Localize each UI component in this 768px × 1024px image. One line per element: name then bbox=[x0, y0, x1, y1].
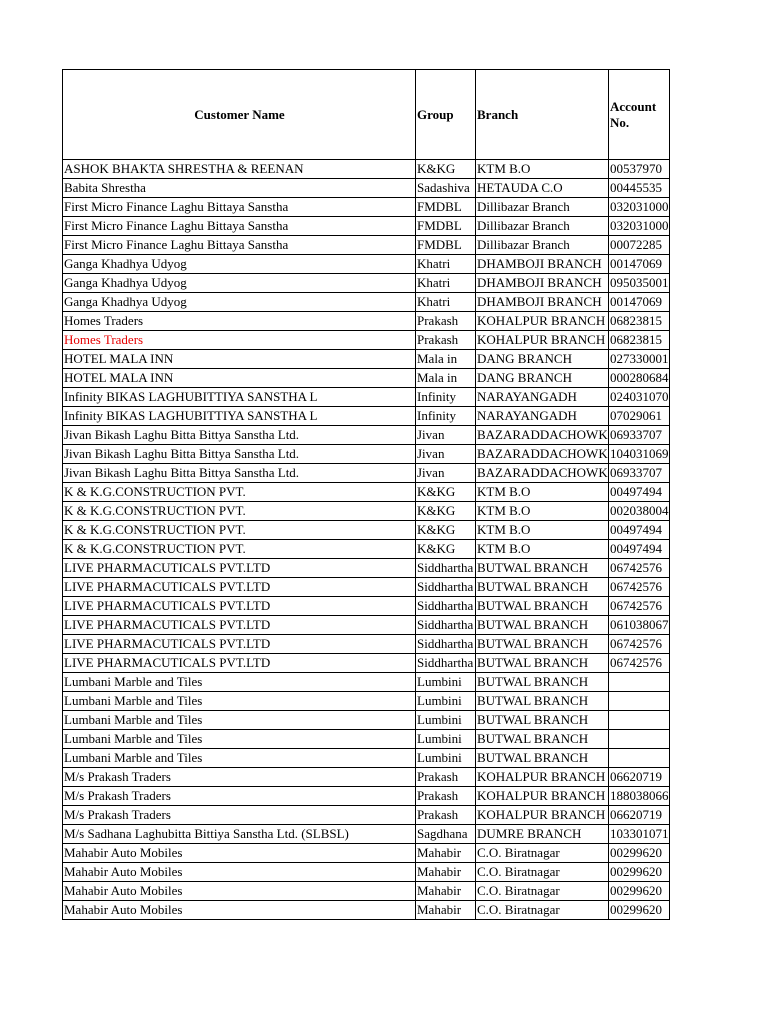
cell-customer-name: ASHOK BHAKTA SHRESTHA & REENAN bbox=[63, 160, 416, 179]
cell-group: Mahabir bbox=[416, 863, 476, 882]
cell-branch: NARAYANGADH bbox=[476, 388, 609, 407]
cell-branch: DHAMBOJI BRANCH bbox=[476, 255, 609, 274]
cell-account-no: 027330001 bbox=[609, 350, 670, 369]
table-row bbox=[63, 198, 670, 217]
cell-branch: KOHALPUR BRANCH bbox=[476, 806, 609, 825]
cell-branch: Dillibazar Branch bbox=[476, 198, 609, 217]
table-row bbox=[63, 369, 670, 388]
cell-branch: HETAUDA C.O bbox=[476, 179, 609, 198]
cell-group: Siddhartha bbox=[416, 616, 476, 635]
cell-account-no: 032031000 bbox=[609, 217, 670, 236]
cell-account-no: 06742576 bbox=[609, 635, 670, 654]
cell-group: Prakash bbox=[416, 806, 476, 825]
cell-branch: Dillibazar Branch bbox=[476, 217, 609, 236]
cell-group: Siddhartha bbox=[416, 559, 476, 578]
cell-customer-name: Ganga Khadhya Udyog bbox=[63, 274, 416, 293]
cell-account-no: 00299620 bbox=[609, 901, 670, 920]
table-row bbox=[63, 179, 670, 198]
cell-customer-name: LIVE PHARMACUTICALS PVT.LTD bbox=[63, 616, 416, 635]
cell-group: Sagdhana bbox=[416, 825, 476, 844]
table-row bbox=[63, 255, 670, 274]
cell-account-no: 06742576 bbox=[609, 578, 670, 597]
cell-account-no: 00497494 bbox=[609, 483, 670, 502]
table-row bbox=[63, 635, 670, 654]
cell-branch: BUTWAL BRANCH bbox=[476, 635, 609, 654]
cell-group: K&KG bbox=[416, 483, 476, 502]
table-row bbox=[63, 768, 670, 787]
cell-branch: C.O. Biratnagar bbox=[476, 882, 609, 901]
cell-customer-name: HOTEL MALA INN bbox=[63, 350, 416, 369]
header-customer-name: Customer Name bbox=[63, 70, 416, 160]
cell-group: Jivan bbox=[416, 445, 476, 464]
cell-branch: BUTWAL BRANCH bbox=[476, 749, 609, 768]
cell-group: Lumbini bbox=[416, 749, 476, 768]
table-row bbox=[63, 502, 670, 521]
table-row bbox=[63, 597, 670, 616]
table-row bbox=[63, 692, 670, 711]
cell-account-no: 104031069 bbox=[609, 445, 670, 464]
cell-customer-name: K & K.G.CONSTRUCTION PVT. bbox=[63, 502, 416, 521]
table-row bbox=[63, 388, 670, 407]
cell-group: Khatri bbox=[416, 274, 476, 293]
cell-customer-name: Ganga Khadhya Udyog bbox=[63, 255, 416, 274]
cell-account-no: 00445535 bbox=[609, 179, 670, 198]
cell-customer-name: Lumbani Marble and Tiles bbox=[63, 730, 416, 749]
cell-customer-name: Ganga Khadhya Udyog bbox=[63, 293, 416, 312]
cell-account-no: 002038004 bbox=[609, 502, 670, 521]
cell-branch: BUTWAL BRANCH bbox=[476, 578, 609, 597]
table-row bbox=[63, 673, 670, 692]
cell-group: Khatri bbox=[416, 255, 476, 274]
cell-branch: KTM B.O bbox=[476, 160, 609, 179]
cell-account-no: 06742576 bbox=[609, 559, 670, 578]
cell-branch: BUTWAL BRANCH bbox=[476, 730, 609, 749]
table-row bbox=[63, 806, 670, 825]
cell-group: Prakash bbox=[416, 787, 476, 806]
cell-account-no: 07029061 bbox=[609, 407, 670, 426]
cell-branch: KTM B.O bbox=[476, 502, 609, 521]
cell-account-no: 000280684 bbox=[609, 369, 670, 388]
cell-customer-name: Mahabir Auto Mobiles bbox=[63, 863, 416, 882]
cell-customer-name: Jivan Bikash Laghu Bitta Bittya Sanstha Ltd. bbox=[63, 426, 416, 445]
cell-group: Infinity bbox=[416, 388, 476, 407]
cell-group: FMDBL bbox=[416, 236, 476, 255]
cell-customer-name: K & K.G.CONSTRUCTION PVT. bbox=[63, 540, 416, 559]
table-row bbox=[63, 160, 670, 179]
cell-branch: KOHALPUR BRANCH bbox=[476, 768, 609, 787]
cell-group: K&KG bbox=[416, 521, 476, 540]
table-body bbox=[63, 160, 670, 920]
cell-account-no: 06620719 bbox=[609, 806, 670, 825]
cell-customer-name: LIVE PHARMACUTICALS PVT.LTD bbox=[63, 654, 416, 673]
cell-group: Mala in bbox=[416, 350, 476, 369]
cell-account-no: 00497494 bbox=[609, 521, 670, 540]
cell-group: Sadashiva bbox=[416, 179, 476, 198]
cell-branch: BAZARADDACHOWK bbox=[476, 464, 609, 483]
cell-group: Siddhartha bbox=[416, 635, 476, 654]
table-row bbox=[63, 350, 670, 369]
cell-account-no: 00072285 bbox=[609, 236, 670, 255]
cell-customer-name: First Micro Finance Laghu Bittaya Sanstha bbox=[63, 198, 416, 217]
cell-account-no: 032031000 bbox=[609, 198, 670, 217]
cell-account-no: 00299620 bbox=[609, 863, 670, 882]
table-row bbox=[63, 749, 670, 768]
cell-customer-name: LIVE PHARMACUTICALS PVT.LTD bbox=[63, 559, 416, 578]
cell-customer-name: Infinity BIKAS LAGHUBITTIYA SANSTHA L bbox=[63, 388, 416, 407]
cell-branch: BUTWAL BRANCH bbox=[476, 616, 609, 635]
cell-group: Mahabir bbox=[416, 844, 476, 863]
cell-group: Siddhartha bbox=[416, 578, 476, 597]
cell-account-no: 06933707 bbox=[609, 464, 670, 483]
cell-branch: KTM B.O bbox=[476, 540, 609, 559]
cell-customer-name: Lumbani Marble and Tiles bbox=[63, 673, 416, 692]
cell-group: K&KG bbox=[416, 502, 476, 521]
cell-account-no: 095035001 bbox=[609, 274, 670, 293]
customer-table bbox=[62, 69, 670, 920]
table-row bbox=[63, 654, 670, 673]
cell-branch: BUTWAL BRANCH bbox=[476, 559, 609, 578]
cell-customer-name: Mahabir Auto Mobiles bbox=[63, 844, 416, 863]
cell-customer-name: HOTEL MALA INN bbox=[63, 369, 416, 388]
cell-customer-name: First Micro Finance Laghu Bittaya Sanstha bbox=[63, 217, 416, 236]
cell-group: K&KG bbox=[416, 160, 476, 179]
cell-branch: DUMRE BRANCH bbox=[476, 825, 609, 844]
table-row bbox=[63, 331, 670, 350]
cell-account-no: 00299620 bbox=[609, 844, 670, 863]
cell-group: Lumbini bbox=[416, 673, 476, 692]
table-row bbox=[63, 616, 670, 635]
header-row bbox=[63, 70, 670, 160]
cell-group: Lumbini bbox=[416, 711, 476, 730]
cell-customer-name: Lumbani Marble and Tiles bbox=[63, 749, 416, 768]
cell-group: Siddhartha bbox=[416, 654, 476, 673]
cell-group: FMDBL bbox=[416, 198, 476, 217]
cell-customer-name: Babita Shrestha bbox=[63, 179, 416, 198]
table-row bbox=[63, 901, 670, 920]
cell-customer-name: Mahabir Auto Mobiles bbox=[63, 901, 416, 920]
cell-account-no: 06823815 bbox=[609, 331, 670, 350]
cell-branch: C.O. Biratnagar bbox=[476, 844, 609, 863]
table-row bbox=[63, 578, 670, 597]
cell-branch: DHAMBOJI BRANCH bbox=[476, 293, 609, 312]
cell-customer-name: First Micro Finance Laghu Bittaya Sanstha bbox=[63, 236, 416, 255]
cell-branch: NARAYANGADH bbox=[476, 407, 609, 426]
cell-customer-name: Infinity BIKAS LAGHUBITTIYA SANSTHA L bbox=[63, 407, 416, 426]
cell-group: Infinity bbox=[416, 407, 476, 426]
cell-account-no: 103301071 bbox=[609, 825, 670, 844]
cell-account-no: 06742576 bbox=[609, 597, 670, 616]
cell-branch: BUTWAL BRANCH bbox=[476, 692, 609, 711]
cell-branch: KTM B.O bbox=[476, 483, 609, 502]
cell-group: FMDBL bbox=[416, 217, 476, 236]
cell-branch: C.O. Biratnagar bbox=[476, 901, 609, 920]
table-row bbox=[63, 483, 670, 502]
cell-account-no: 061038067 bbox=[609, 616, 670, 635]
cell-account-no: 00497494 bbox=[609, 540, 670, 559]
cell-customer-name: LIVE PHARMACUTICALS PVT.LTD bbox=[63, 635, 416, 654]
cell-group: Khatri bbox=[416, 293, 476, 312]
cell-branch: KOHALPUR BRANCH bbox=[476, 787, 609, 806]
cell-branch: BUTWAL BRANCH bbox=[476, 711, 609, 730]
cell-account-no bbox=[609, 673, 670, 692]
cell-branch: DANG BRANCH bbox=[476, 350, 609, 369]
cell-group: K&KG bbox=[416, 540, 476, 559]
table-row bbox=[63, 559, 670, 578]
cell-account-no: 06620719 bbox=[609, 768, 670, 787]
cell-customer-name: Mahabir Auto Mobiles bbox=[63, 882, 416, 901]
cell-branch: BAZARADDACHOWK bbox=[476, 445, 609, 464]
cell-group: Prakash bbox=[416, 331, 476, 350]
cell-customer-name: Homes Traders bbox=[63, 331, 416, 350]
cell-group: Lumbini bbox=[416, 730, 476, 749]
table-row bbox=[63, 464, 670, 483]
cell-customer-name: M/s Prakash Traders bbox=[63, 806, 416, 825]
header-account-no: Account No. bbox=[609, 70, 670, 160]
cell-branch: BUTWAL BRANCH bbox=[476, 673, 609, 692]
table-row bbox=[63, 293, 670, 312]
cell-group: Prakash bbox=[416, 312, 476, 331]
cell-customer-name: Lumbani Marble and Tiles bbox=[63, 711, 416, 730]
cell-group: Mala in bbox=[416, 369, 476, 388]
cell-group: Jivan bbox=[416, 464, 476, 483]
table-row bbox=[63, 445, 670, 464]
cell-branch: C.O. Biratnagar bbox=[476, 863, 609, 882]
table-row bbox=[63, 882, 670, 901]
cell-customer-name: M/s Prakash Traders bbox=[63, 787, 416, 806]
cell-group: Mahabir bbox=[416, 901, 476, 920]
header-branch: Branch bbox=[476, 70, 609, 160]
table-row bbox=[63, 844, 670, 863]
cell-group: Mahabir bbox=[416, 882, 476, 901]
cell-account-no bbox=[609, 749, 670, 768]
cell-account-no bbox=[609, 692, 670, 711]
cell-customer-name: K & K.G.CONSTRUCTION PVT. bbox=[63, 521, 416, 540]
cell-customer-name: LIVE PHARMACUTICALS PVT.LTD bbox=[63, 597, 416, 616]
table-row bbox=[63, 521, 670, 540]
cell-account-no bbox=[609, 711, 670, 730]
cell-branch: BUTWAL BRANCH bbox=[476, 654, 609, 673]
cell-customer-name: M/s Sadhana Laghubitta Bittiya Sanstha Ltd. (SLBSL) bbox=[63, 825, 416, 844]
table-row bbox=[63, 863, 670, 882]
table-row bbox=[63, 711, 670, 730]
cell-group: Siddhartha bbox=[416, 597, 476, 616]
cell-branch: KOHALPUR BRANCH bbox=[476, 312, 609, 331]
cell-account-no: 00537970 bbox=[609, 160, 670, 179]
cell-account-no: 06742576 bbox=[609, 654, 670, 673]
cell-customer-name: K & K.G.CONSTRUCTION PVT. bbox=[63, 483, 416, 502]
header-group: Group bbox=[416, 70, 476, 160]
table-row bbox=[63, 274, 670, 293]
cell-branch: Dillibazar Branch bbox=[476, 236, 609, 255]
table-row bbox=[63, 787, 670, 806]
cell-group: Lumbini bbox=[416, 692, 476, 711]
cell-branch: KOHALPUR BRANCH bbox=[476, 331, 609, 350]
cell-branch: DHAMBOJI BRANCH bbox=[476, 274, 609, 293]
table-row bbox=[63, 540, 670, 559]
cell-customer-name: Lumbani Marble and Tiles bbox=[63, 692, 416, 711]
table-row bbox=[63, 236, 670, 255]
cell-account-no bbox=[609, 730, 670, 749]
table-row bbox=[63, 407, 670, 426]
cell-account-no: 06933707 bbox=[609, 426, 670, 445]
table-row bbox=[63, 730, 670, 749]
cell-group: Jivan bbox=[416, 426, 476, 445]
cell-customer-name: M/s Prakash Traders bbox=[63, 768, 416, 787]
table-row bbox=[63, 825, 670, 844]
cell-account-no: 00299620 bbox=[609, 882, 670, 901]
cell-branch: DANG BRANCH bbox=[476, 369, 609, 388]
cell-account-no: 188038066 bbox=[609, 787, 670, 806]
cell-customer-name: Jivan Bikash Laghu Bitta Bittya Sanstha Ltd. bbox=[63, 464, 416, 483]
cell-account-no: 06823815 bbox=[609, 312, 670, 331]
table-row bbox=[63, 312, 670, 331]
cell-group: Prakash bbox=[416, 768, 476, 787]
table-row bbox=[63, 217, 670, 236]
cell-customer-name: Jivan Bikash Laghu Bitta Bittya Sanstha Ltd. bbox=[63, 445, 416, 464]
cell-branch: KTM B.O bbox=[476, 521, 609, 540]
cell-branch: BUTWAL BRANCH bbox=[476, 597, 609, 616]
cell-customer-name: LIVE PHARMACUTICALS PVT.LTD bbox=[63, 578, 416, 597]
cell-customer-name: Homes Traders bbox=[63, 312, 416, 331]
cell-account-no: 00147069 bbox=[609, 255, 670, 274]
table-row bbox=[63, 426, 670, 445]
cell-account-no: 00147069 bbox=[609, 293, 670, 312]
cell-branch: BAZARADDACHOWK bbox=[476, 426, 609, 445]
cell-account-no: 024031070 bbox=[609, 388, 670, 407]
